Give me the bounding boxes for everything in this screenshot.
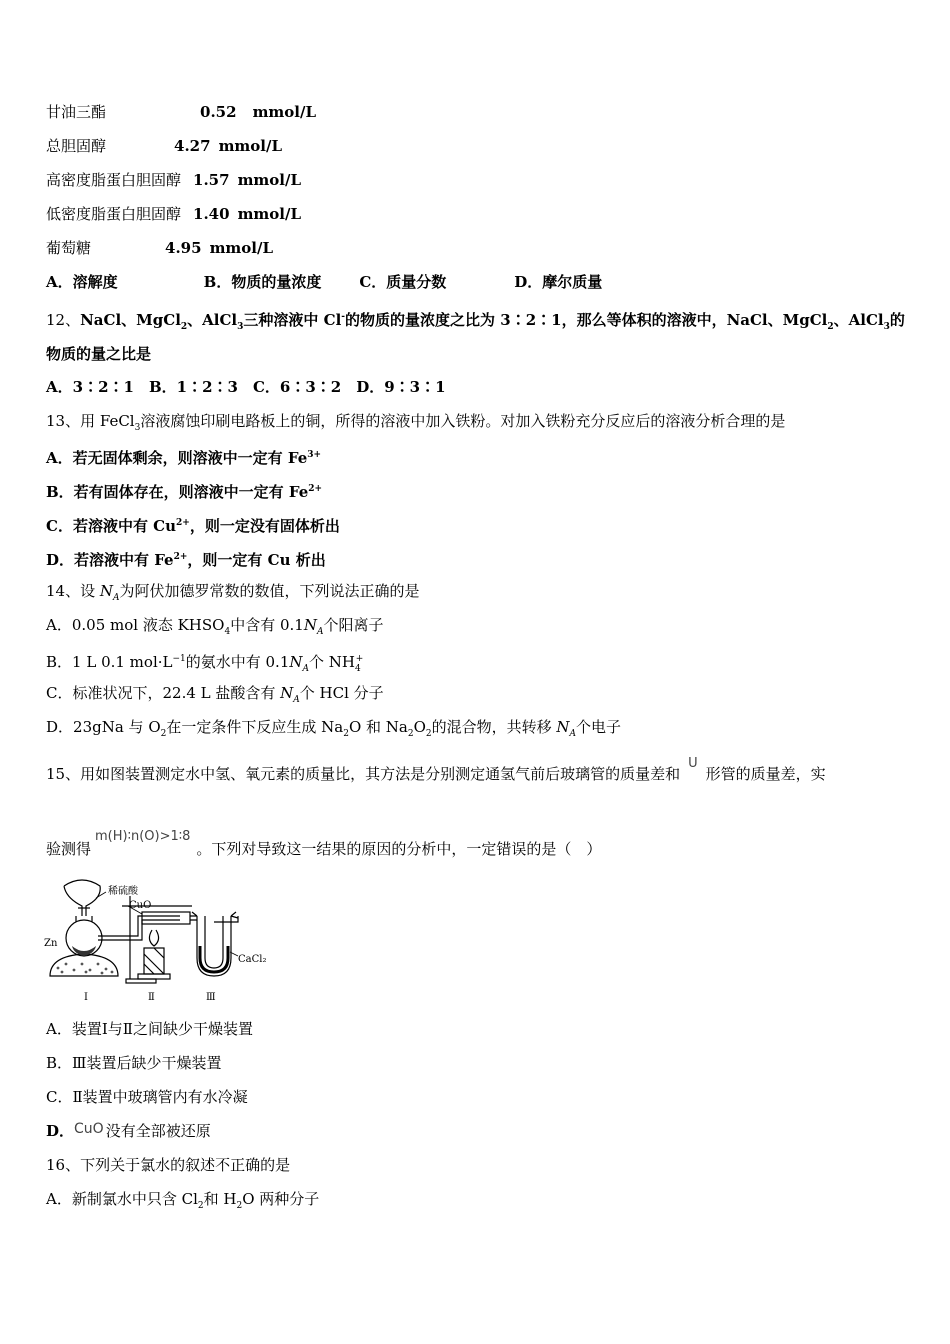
question-13-option-c: C．若溶液中有 $Cu^{2+}$，则一定没有固体析出 (46, 517, 340, 535)
question-13-option-d: D．若溶液中有 $Fe^{2+}$，则一定有 Cu 析出 (46, 551, 326, 569)
question-options: A．溶解度 B．物质的量浓度 C．质量分数 D．摩尔质量 (46, 273, 603, 291)
table-row: 低密度脂蛋白胆固醇 1.40 mmol/L (46, 205, 302, 223)
question-13-option-b: B．若有固体存在，则溶液中一定有 $Fe^{2+}$ (46, 483, 323, 501)
apparatus-figure (42, 876, 274, 1008)
question-13-stem: 13、用 FeCl$_3$溶液腐蚀印刷电路板上的铜，所得的溶液中加入铁粉。对加入铁粉充分反应后的溶液分析合理的是 (46, 412, 786, 433)
question-14-option-c: C．标准状况下，22.4 L 盐酸含有 $N_A$个 HCl 分子 (46, 684, 384, 705)
label-iii: Ⅲ (206, 992, 216, 1003)
question-15-option-d: D．CuO 没有全部被还原 (46, 1121, 211, 1140)
label-acid: 稀硫酸 (108, 886, 138, 897)
question-15-option-c: C．Ⅱ装置中玻璃管内有水冷凝 (46, 1088, 248, 1106)
table-row: 总胆固醇 4.27 mmol/L (46, 137, 283, 155)
flask (66, 920, 102, 956)
question-14-option-a: A．0.05 mol 液态 $KHSO_4$中含有 $0.1N_A$个阳离子 (46, 616, 384, 637)
label-cacl2: CaCl₂ (238, 954, 267, 965)
question-16-option-a: A．新制氯水中只含 $Cl_2$和 $H_2O$ 两种分子 (46, 1190, 320, 1211)
label-zn: Zn (44, 938, 58, 949)
question-14-option-b: B．1 L 0.1 $mol\cdot L^{-1}$的氨水中有 $0.1N_A$个 $NH_4^+$ (46, 653, 364, 674)
label-i: Ⅰ (84, 992, 88, 1003)
ratio-formula: m(H)∶n(O)>1∶8 (95, 829, 191, 844)
flask-stand (50, 954, 118, 976)
table-row: 高密度脂蛋白胆固醇 1.57 mmol/L (46, 171, 302, 189)
question-13-option-a: A．若无固体剩余，则溶液中一定有 $Fe^{3+}$ (46, 449, 322, 467)
question-14-option-d: D．23gNa 与 $O_2$在一定条件下反应生成 $Na_2O$ 和 $Na_2O_2$的混合物，共转移 $N_A$个电子 (46, 718, 622, 739)
u-tube-label: U (688, 756, 698, 771)
funnel (64, 880, 100, 916)
question-15-option-a: A．装置Ⅰ与Ⅱ之间缺少干燥装置 (46, 1020, 253, 1038)
flame (149, 930, 158, 946)
table-row: 葡萄糖 4.95 mmol/L (46, 239, 274, 257)
question-15-stem-2: 验测得m(H)∶n(O)>1∶8。下列对导致这一结果的原因的分析中，一定错误的是（ ） (46, 829, 602, 858)
question-12-options: A．3∶2∶1 B．1∶2∶3 C．6∶3∶2 D．9∶3∶1 (46, 378, 446, 396)
table-row: 甘油三酯 0.52 mmol/L (46, 103, 317, 121)
question-12-stem-2: 物质的量之比是 (46, 345, 152, 363)
question-12-stem: 12、NaCl、MgCl$_2$、AlCl$_3$三种溶液中 Cl-的物质的量浓度之比为 3∶2∶1，那么等体积的溶液中，NaCl、MgCl$_2$、AlCl$_3$的 (46, 311, 905, 332)
question-16-stem: 16、下列关于氯水的叙述不正确的是 (46, 1156, 291, 1174)
question-15-option-b: B．Ⅲ装置后缺少干燥装置 (46, 1054, 222, 1072)
question-15-stem: 15、用如图装置测定水中氢、氧元素的质量比，其方法是分别测定通氢气前后玻璃管的质量差和U形管的质量差，实 (46, 756, 826, 783)
label-cuo: CuO (129, 900, 152, 911)
glass-tube (142, 912, 190, 924)
cuo-formula: CuO (74, 1121, 104, 1137)
burner (144, 948, 164, 974)
label-ii: Ⅱ (148, 992, 155, 1003)
question-14-stem: 14、设 $N_A$为阿伏加德罗常数的数值，下列说法正确的是 (46, 582, 420, 603)
